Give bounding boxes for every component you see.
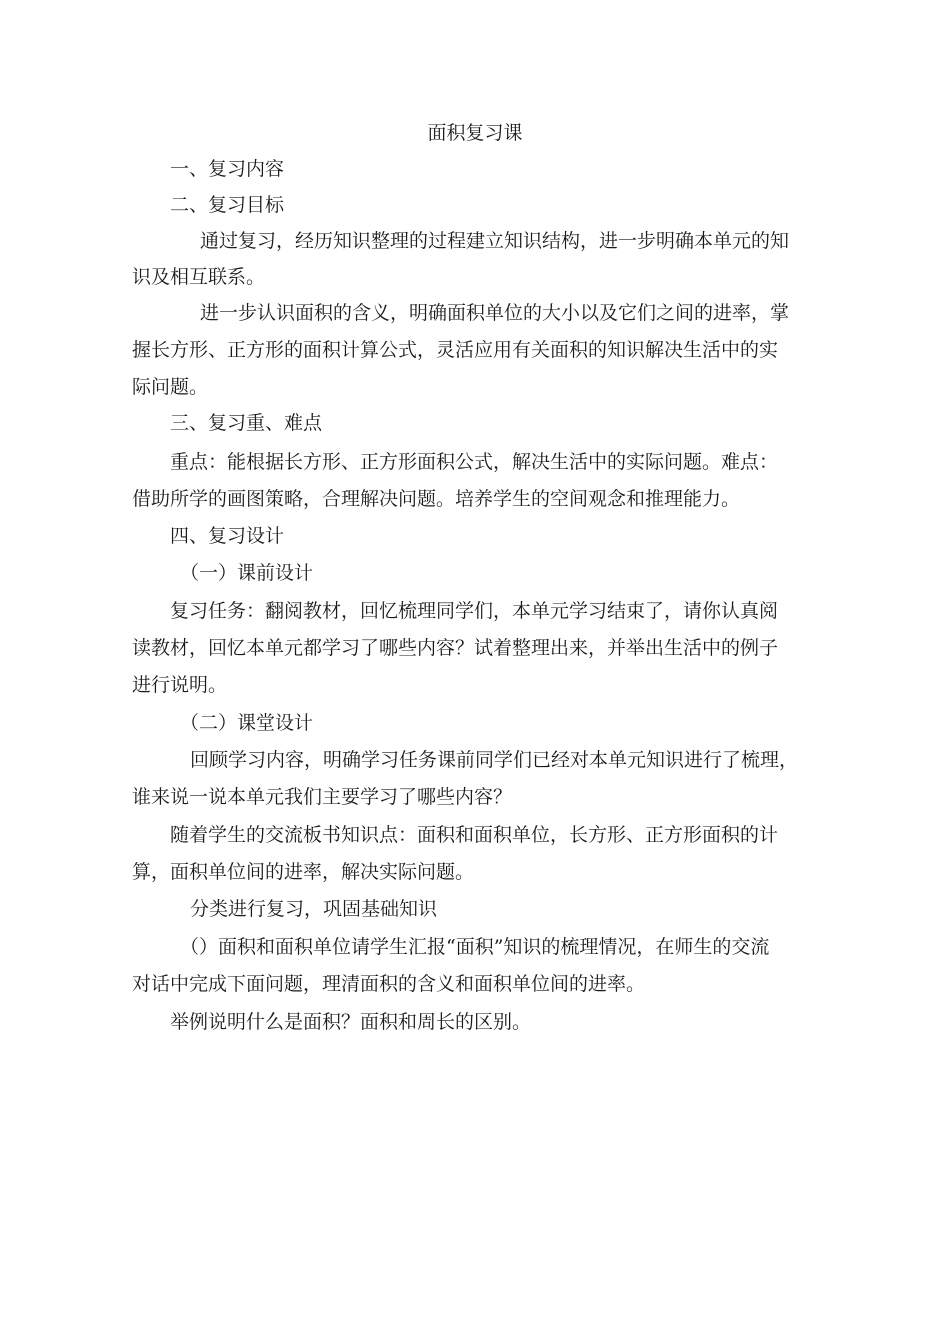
- heading-review-design: 四、复习设计: [170, 525, 285, 547]
- heading-review-content: 一、复习内容: [170, 158, 285, 180]
- paragraph-line: 算，面积单位间的进率，解决实际问题。: [132, 861, 475, 883]
- paragraph-line: 对话中完成下面问题，理清面积的含义和面积单位间的进率。: [132, 973, 646, 995]
- paragraph-line: 分类进行复习，巩固基础知识: [190, 898, 438, 920]
- paragraph-line: 际问题。: [132, 376, 209, 398]
- paragraph-line: 读教材，回忆本单元都学习了哪些内容？试着整理出来，并举出生活中的例子: [132, 637, 779, 659]
- paragraph-line: 通过复习，经历知识整理的过程建立知识结构，进一步明确本单元的知: [200, 230, 790, 252]
- paragraph-line: 回顾学习内容，明确学习任务课前同学们已经对本单元知识进行了梳理，: [190, 749, 799, 771]
- paragraph-line: 谁来说一说本单元我们主要学习了哪些内容？: [132, 786, 513, 808]
- paragraph-line: （）面积和面积单位请学生汇报“面积”知识的梳理情况，在师生的交流: [180, 936, 770, 958]
- paragraph-line: 复习任务：翻阅教材，回忆梳理同学们，本单元学习结束了，请你认真阅: [170, 600, 779, 622]
- heading-review-goals: 二、复习目标: [170, 194, 285, 216]
- subheading-in-class: （二）课堂设计: [180, 712, 314, 734]
- heading-key-points: 三、复习重、难点: [170, 412, 323, 434]
- subheading-pre-class: （一）课前设计: [180, 562, 314, 584]
- paragraph-line: 进行说明。: [132, 674, 228, 696]
- paragraph-line: 借助所学的画图策略，合理解决问题。培养学生的空间观念和推理能力。: [132, 488, 741, 510]
- document-title: 面积复习课: [427, 122, 523, 144]
- paragraph-line: 举例说明什么是面积？面积和周长的区别。: [170, 1011, 532, 1033]
- paragraph-line: 握长方形、正方形的面积计算公式，灵活应用有关面积的知识解决生活中的实: [132, 339, 779, 361]
- paragraph-line: 随着学生的交流板书知识点：面积和面积单位，长方形、正方形面积的计: [170, 824, 779, 846]
- paragraph-line: 识及相互联系。: [132, 266, 266, 288]
- paragraph-line: 进一步认识面积的含义，明确面积单位的大小以及它们之间的进率，掌: [200, 302, 790, 324]
- paragraph-line: 重点：能根据长方形、正方形面积公式，解决生活中的实际问题。难点：: [170, 451, 779, 473]
